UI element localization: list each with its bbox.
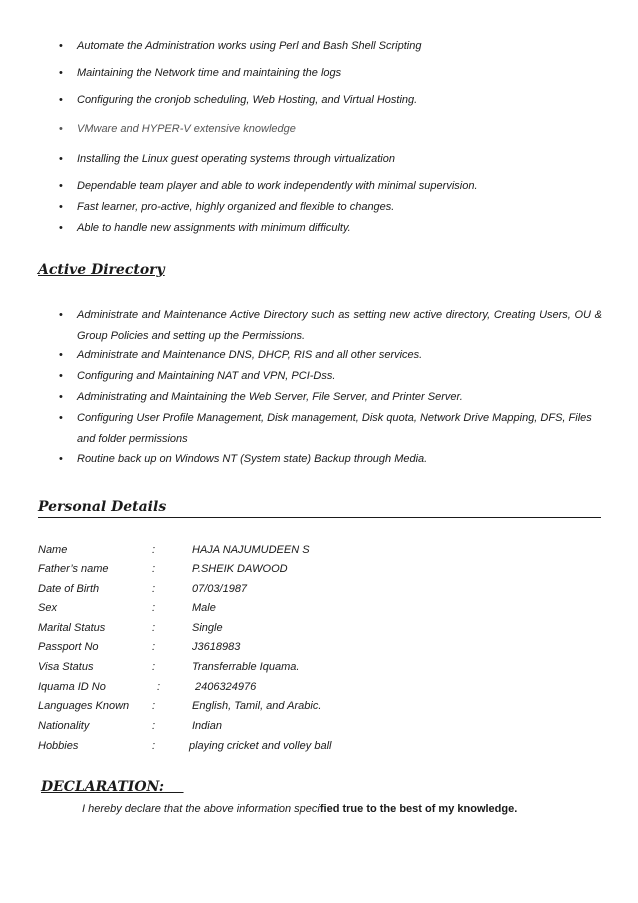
list-item: • Configuring User Profile Management, Disk management, Disk quota, Network Drive Mapping, DFS, Files and folder permissions <box>77 408 602 450</box>
detail-separator: : <box>152 583 156 595</box>
list-item: • Configuring and Maintaining NAT and VPN, PCI-Dss. <box>77 366 602 387</box>
detail-separator: : <box>152 622 156 634</box>
detail-value: Transferrable Iquama. <box>192 661 300 673</box>
detail-label: Hobbies <box>38 740 79 752</box>
detail-label: Sex <box>38 602 57 614</box>
list-item: • Administrating and Maintaining the Web Server, File Server, and Printer Server. <box>77 387 602 408</box>
detail-value: Single <box>192 622 223 634</box>
detail-label: Name <box>38 544 68 556</box>
detail-label: Date of Birth <box>38 583 100 595</box>
detail-separator: : <box>152 720 156 732</box>
detail-label: Passport No <box>38 641 99 653</box>
declaration-heading-underline-tail <box>164 779 184 795</box>
detail-separator: : <box>152 544 156 556</box>
list-item: • Fast learner, pro-active, highly organized and flexible to changes. <box>77 197 602 218</box>
detail-value: Indian <box>192 720 222 732</box>
list-item: • Able to handle new assignments with minimum difficulty. <box>77 218 602 239</box>
declaration-text <box>82 803 517 815</box>
detail-label: Nationality <box>38 720 90 732</box>
personal-details-underline <box>38 517 601 518</box>
detail-separator: : <box>152 661 156 673</box>
detail-separator: : <box>152 740 156 752</box>
list-item: • Configuring the cronjob scheduling, Web Hosting, and Virtual Hosting. <box>77 90 602 111</box>
list-item: • Automate the Administration works using Perl and Bash Shell Scripting <box>77 36 602 57</box>
list-item: • Administrate and Maintenance DNS, DHCP, RIS and all other services. <box>77 345 602 366</box>
detail-separator: : <box>152 700 156 712</box>
detail-value: 2406324976 <box>192 681 257 693</box>
detail-value: J3618983 <box>192 641 241 653</box>
detail-separator: : <box>152 563 156 575</box>
detail-separator: : <box>157 681 161 693</box>
list-item: • Dependable team player and able to work independently with minimal supervision. <box>77 176 602 197</box>
detail-separator: : <box>152 641 156 653</box>
list-item: • Maintaining the Network time and maintaining the logs <box>77 63 602 84</box>
detail-label: Father’s name <box>38 563 109 575</box>
declaration-text-part2: fied true to the best of my knowledge. <box>319 803 518 815</box>
personal-details-heading: Personal Details <box>38 499 167 515</box>
active-directory-heading: Active Directory <box>38 262 165 278</box>
detail-value: P.SHEIK DAWOOD <box>192 563 288 575</box>
detail-value: playing cricket and volley ball <box>189 740 332 752</box>
detail-value: English, Tamil, and Arabic. <box>192 700 322 712</box>
detail-separator: : <box>152 602 156 614</box>
detail-value: 07/03/1987 <box>192 583 248 595</box>
detail-label: Iquama ID No <box>38 681 106 693</box>
detail-value: Male <box>192 602 216 614</box>
detail-label: Visa Status <box>38 661 94 673</box>
detail-value: HAJA NAJUMUDEEN S <box>192 544 310 556</box>
detail-label: Languages Known <box>38 700 130 712</box>
declaration-heading-text: DECLARATION: <box>41 779 165 795</box>
list-item: • Routine back up on Windows NT (System state) Backup through Media. <box>77 449 602 470</box>
list-item: • Administrate and Maintenance Active Directory such as setting new active directory, Creating Users, OU & Group Policies and setting up the Permissions. <box>77 305 602 347</box>
declaration-heading <box>41 779 184 795</box>
declaration-text-part1: I hereby declare that the above information speci <box>82 803 320 815</box>
list-item: • Installing the Linux guest operating systems through virtualization <box>77 149 602 170</box>
detail-label: Marital Status <box>38 622 106 634</box>
list-item: • VMware and HYPER-V extensive knowledge <box>77 119 602 140</box>
